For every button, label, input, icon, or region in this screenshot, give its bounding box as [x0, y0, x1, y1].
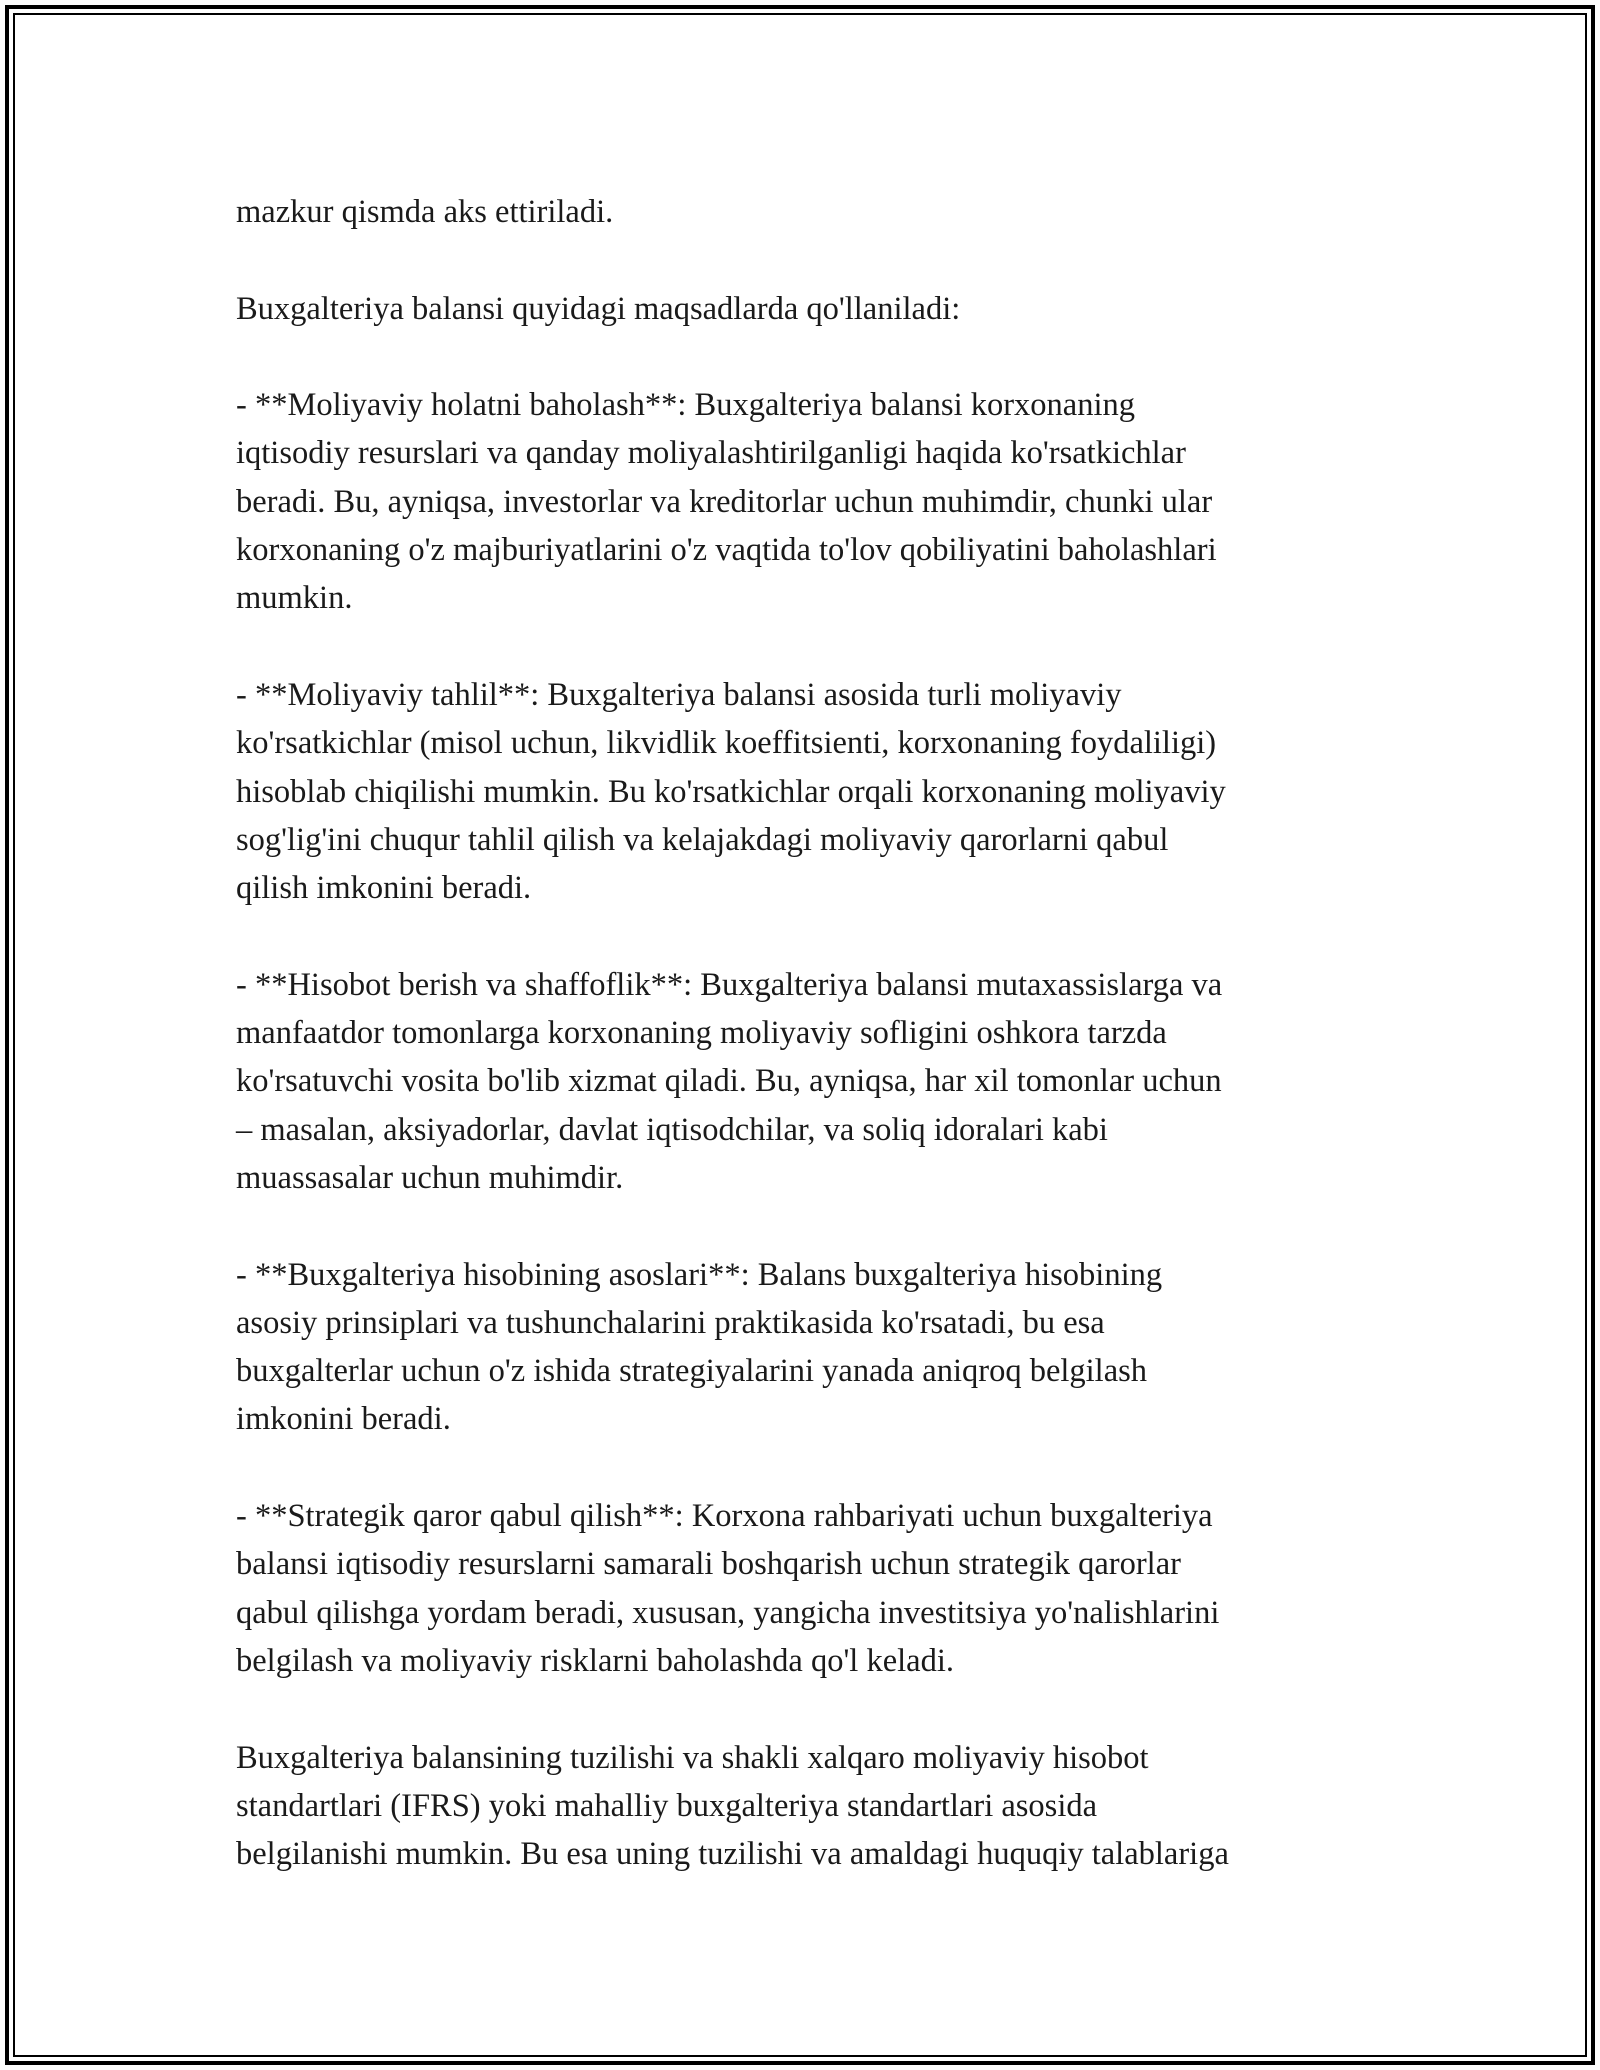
list-item-financial-position: - **Moliyaviy holatni baholash**: Buxgalteriya balansi korxonaning iqtisodiy resurslari va qanday moliyalashtirilganligi haqida ko'rsatkichlar beradi. Bu, ayniqsa, investorlar va kreditorlar uchun muhimdir, chunki ular korxonaning o'z majburiyatlarini o'z vaqtida to'lov qobiliyatini baholashlari mumkin. [236, 387, 1217, 617]
paragraph-intro-continuation: mazkur qismda aks ettiriladi. [236, 194, 614, 230]
paragraph-structure-standards: Buxgalteriya balansining tuzilishi va shakli xalqaro moliyaviy hisobot standartlari (IFRS) yoki mahalliy buxgalteriya standartlari asosida belgilanishi mumkin. Bu esa uning tuzilishi va amaldagi huquqiy talablariga [236, 1739, 1229, 1873]
paragraph-purposes-heading: Buxgalteriya balansi quyidagi maqsadlarda qo'llaniladi: [236, 290, 961, 327]
list-item-strategic-decisions: - **Strategik qaror qabul qilish**: Korxona rahbariyati uchun buxgalteriya balansi iqtisodiy resurslarni samarali boshqarish uchun strategik qarorlar qabul qilishga yordam beradi, xususan, yangicha investitsiya yo'nalishlarini belgilash va moliyaviy risklarni baholashda qo'l keladi. [236, 1498, 1220, 1679]
list-item-reporting-transparency: - **Hisobot berish va shaffoflik**: Buxgalteriya balansi mutaxassislarga va manfaatdor tomonlarga korxonaning moliyaviy sofligini oshkora tarzda ko'rsatuvchi vosita bo'lib xizmat qiladi. Bu, ayniqsa, har xil tomonlar uchun – masalan, aksiyadorlar, davlat iqtisodchilar, va soliq idoralari kabi muassasalar uchun muhimdir. [236, 966, 1223, 1196]
document-body [236, 188, 1376, 1927]
list-item-accounting-basics: - **Buxgalteriya hisobining asoslari**: Balans buxgalteriya hisobining asosiy prinsiplari va tushunchalarini praktikasida ko'rsatadi, bu esa buxgalterlar uchun o'z ishida strategiyalarini yanada aniqroq belgilash imkonini beradi. [236, 1256, 1163, 1438]
list-item-financial-analysis: - **Moliyaviy tahlil**: Buxgalteriya balansi asosida turli moliyaviy ko'rsatkichlar (misol uchun, likvidlik koeffitsienti, korxonaning foydaliligi) hisoblab chiqilishi mumkin. Bu ko'rsatkichlar orqali korxonaning moliyaviy sog'lig'ini chuqur tahlil qilish va kelajakdagi moliyaviy qarorlarni qabul qilish imkonini beradi. [236, 676, 1226, 907]
